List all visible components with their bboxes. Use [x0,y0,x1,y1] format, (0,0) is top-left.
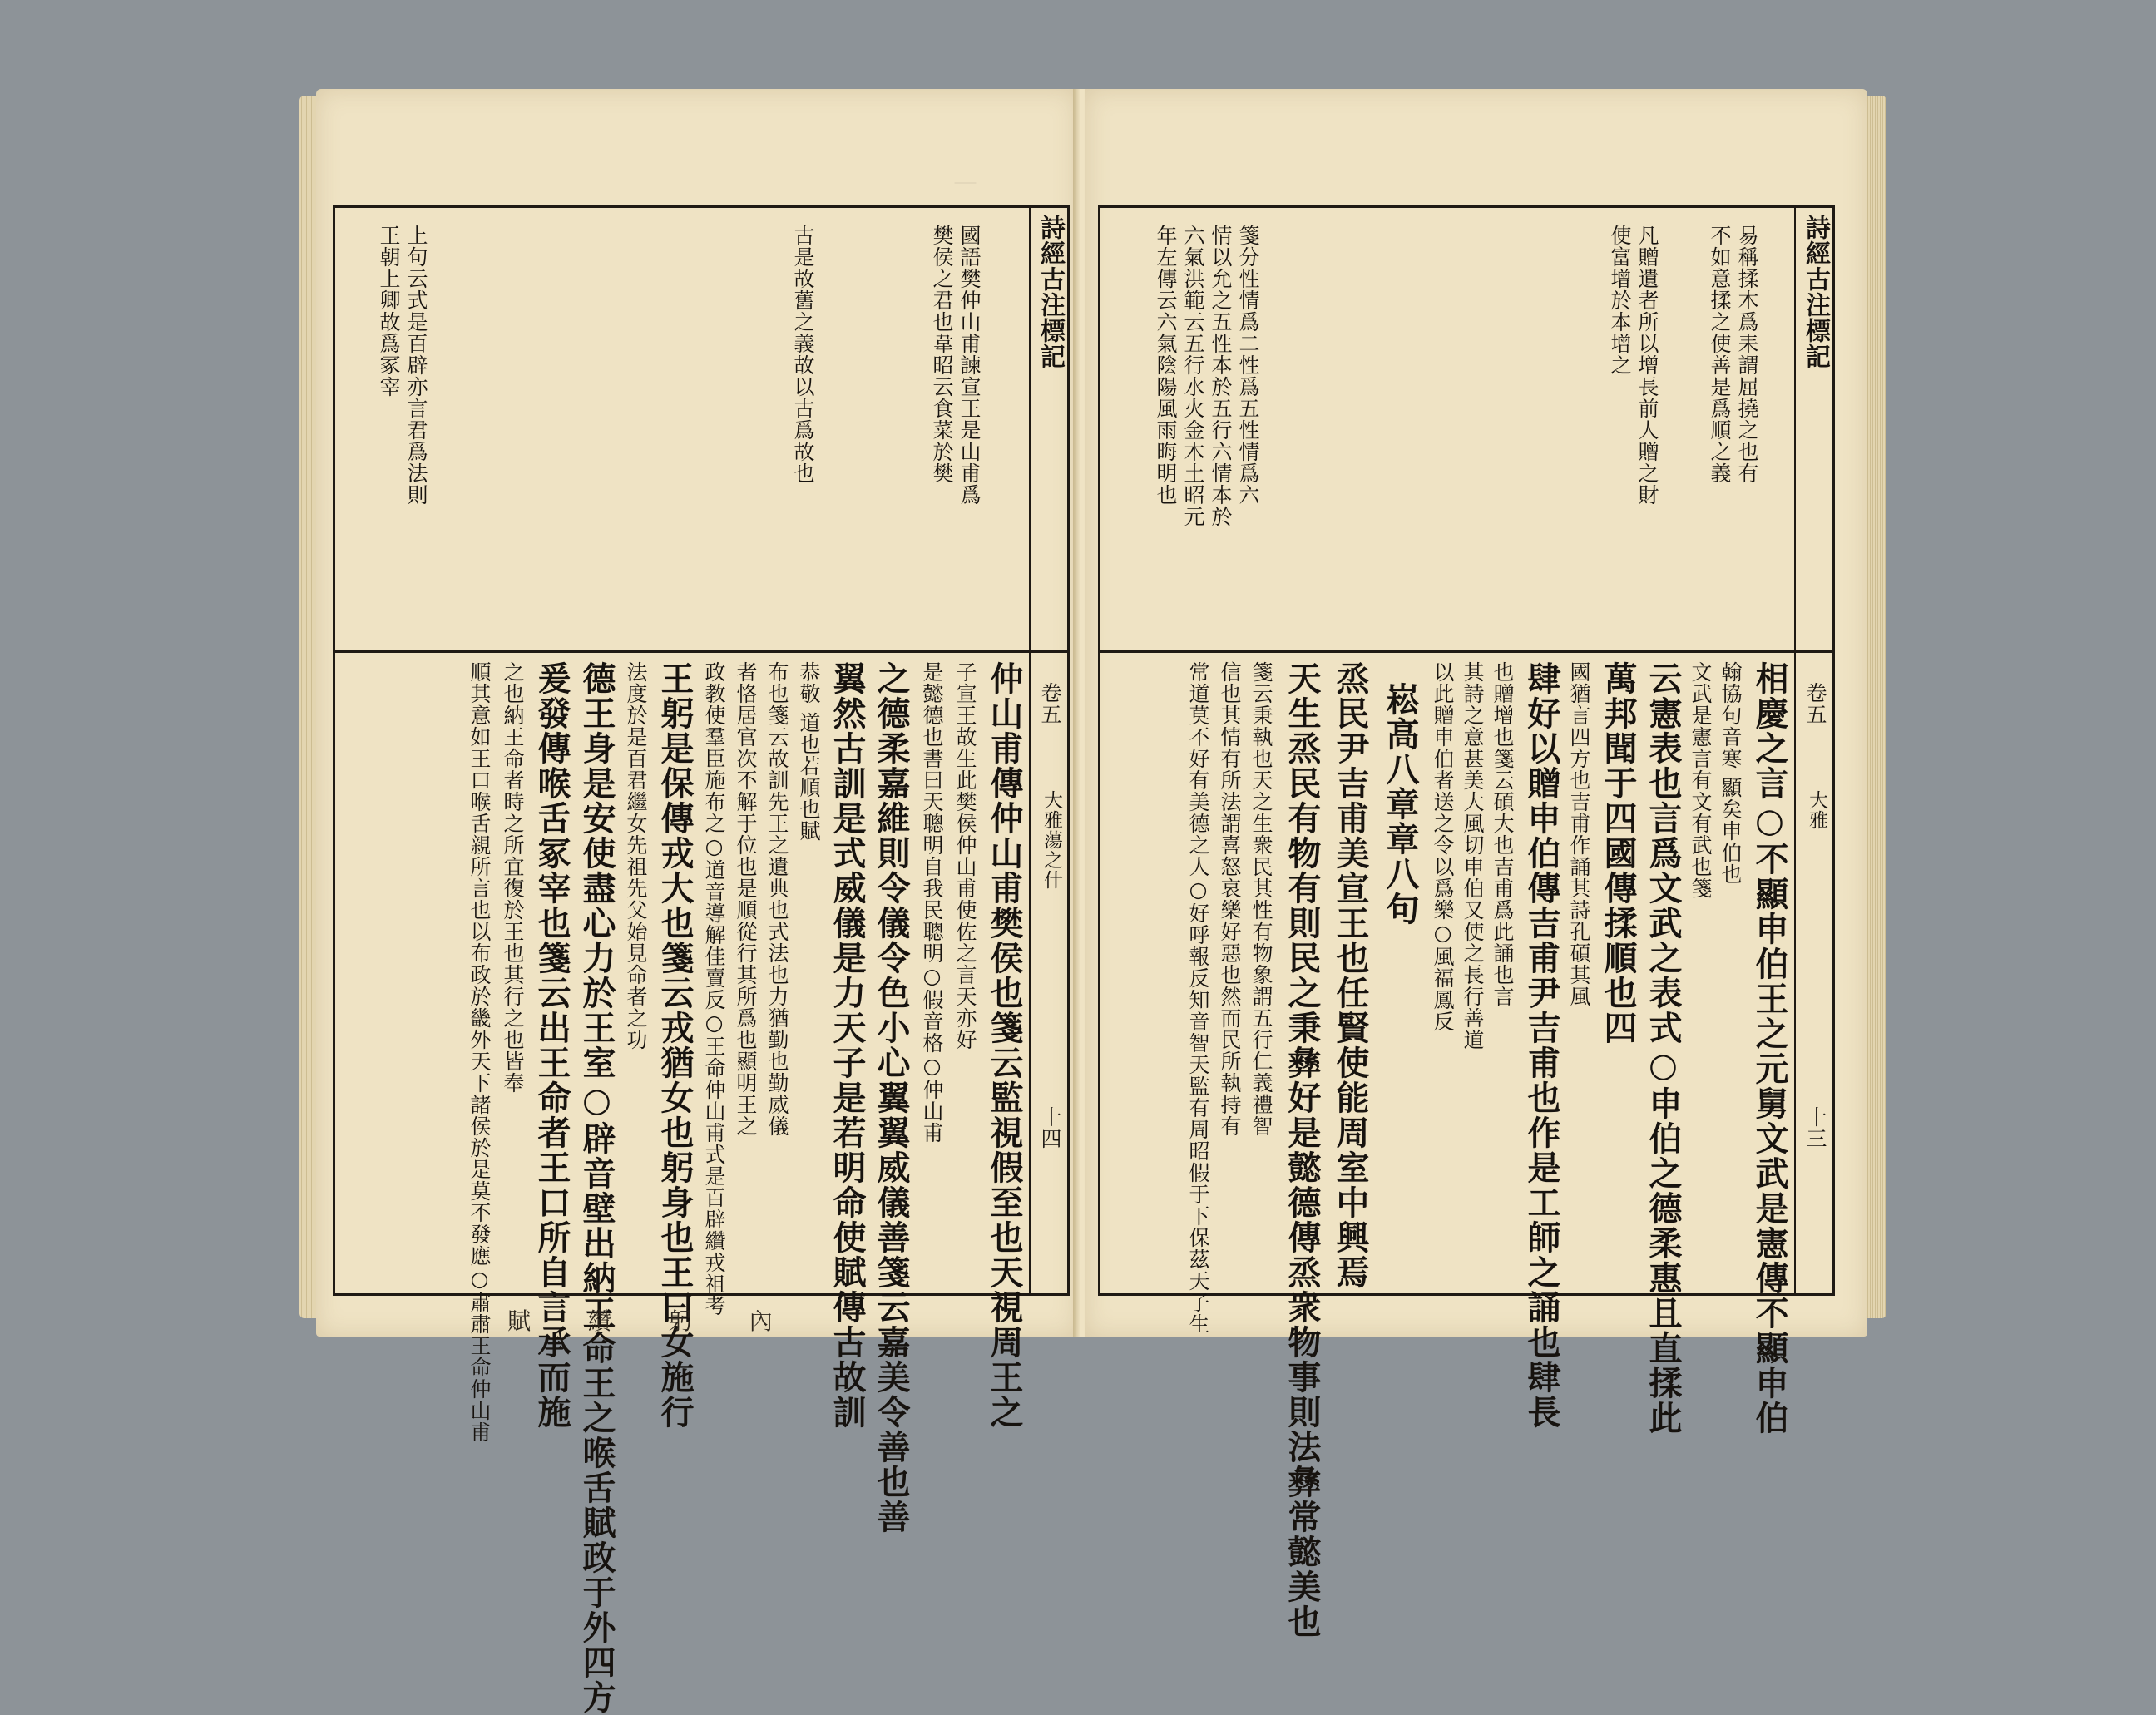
text-column: 之也納王命者時之所宜復於王也其行之也皆奉 [501,661,525,1094]
text-column: 以此贈申伯者送之令以爲樂○風福鳳反 [1431,661,1455,1032]
text-column: 德王身是安使盡心力於王室○辟音壁出納王命王之喉舌賦政于外四方 [577,661,616,1715]
top-note: 凡贈遺者所以增長前人贈之財 [1635,225,1659,506]
text-column: 信也其情有所法謂喜怒哀樂好惡也然而民所執持有 [1218,661,1242,1137]
top-note: 國語樊仲山甫諫宣王是山甫爲 [957,225,982,506]
text-column: 萬邦聞于四國傳揉順也四 [1599,661,1638,1045]
top-note: 不如意揉之使善是爲順之義 [1708,225,1732,484]
text-column: 恭敬 道也若順也賦 [797,661,821,842]
text-column: 天生烝民有物有則民之秉彝好是懿德傳烝衆物事則法彝常懿美也 [1283,661,1322,1639]
text-column: 政教使羣臣施布之○道音導解佳賣反○王命仲山甫式是百辟纘戎祖考 [702,661,726,1317]
top-note: 箋分性情爲二性爲五性情爲六 [1236,225,1260,506]
text-column: 之德柔嘉維則令儀令色小心翼翼威儀善箋云嘉美令善也善 [872,661,911,1535]
page-footer-characters: 賦 纘 躬 內 [507,1307,798,1335]
text-column: 王躬是保傳戎大也箋云戎猶女也躬身也王曰女施行 [655,661,695,1430]
text-column: 法度於是百君繼女先祖先父始見命者之功 [624,661,648,1050]
top-note: 樊侯之君也韋昭云食菜於樊 [930,225,954,484]
side-section: 大雅 [1806,790,1827,830]
text-column: 烝民尹吉甫美宣王也任賢使能周室中興焉 [1331,661,1370,1290]
side-title: 詩經古注標記 [1036,215,1065,369]
text-column: 其詩之意甚美大風切申伯又使之長行善道 [1461,661,1485,1050]
side-chapter: 卷五 [1038,682,1062,725]
text-column: 文武是憲言有文有武也箋 [1689,661,1713,899]
top-note: 年左傳云六氣陰陽風雨晦明也 [1154,225,1178,506]
right-header-divider [1100,650,1832,653]
top-note: 上句云式是百辟亦言君爲法則 [404,225,428,506]
text-column: 仲山甫傳仲山甫樊侯也箋云監視假至也天視周王之 [985,661,1024,1430]
left-page-edges [299,96,318,1318]
bleed-through-text: ｜ [951,172,976,194]
top-note: 六氣洪範云五行水火金木土昭元 [1181,225,1205,527]
text-column: 箋云秉執也天之生衆民其性有物象謂五行仁義禮智 [1249,661,1273,1137]
top-note: 情以允之五性本於五行六情本於 [1209,225,1233,527]
side-chapter: 卷五 [1803,682,1827,725]
text-column: 子宣王故生此樊侯仲山甫使佐之言天亦好 [953,661,977,1050]
top-note: 易稱揉木爲耒謂屈撓之也有 [1735,225,1759,484]
folio-number: 十三 [1803,1106,1827,1149]
text-column: 翰協句音寒 顯矣申伯也 [1718,661,1743,885]
right-page [1085,89,1867,1639]
top-note: 使富增於本增之 [1608,225,1632,376]
side-section: 大雅蕩之什 [1041,790,1062,890]
top-note: 古是故舊之義故以古爲故也 [791,225,815,484]
open-book [291,79,1888,1715]
text-column: 常道莫不好有美德之人○好呼報反知音智天監有周昭假于下保茲天子生 [1186,661,1210,1335]
text-column: 國猶言四方也吉甫作誦其詩孔碩其風 [1567,661,1591,1007]
left-header-divider [335,650,1067,653]
text-column: 是懿德也書曰天聰明自我民聰明○假音格○仲山甫 [920,661,944,1144]
top-note: 王朝上卿故爲冢宰 [377,225,401,398]
text-column: 布也箋云故訓先王之遺典也式法也力猶勤也勤威儀 [765,661,789,1137]
chapter-count: 崧高八章章八句 [1381,682,1420,927]
side-title: 詩經古注標記 [1801,215,1830,369]
text-column: 肆好以贈申伯傳吉甫尹吉甫也作是工師之誦也肆長 [1522,661,1561,1430]
text-column: 相慶之言○不顯申伯王之元舅文武是憲傳不顯申伯 [1750,661,1789,1436]
text-column: 翼然古訓是式威儀是力天子是若明命使賦傳古故訓 [828,661,867,1430]
folio-number: 十四 [1038,1106,1062,1149]
text-column: 順其意如王口喉舌親所言也以布政於畿外天下諸侯於是莫不發應○肅肅王命仲山甫 [467,661,492,1443]
left-page [316,89,1077,1715]
text-column: 爰發傳喉舌冢宰也箋云出王命者王口所自言承而施 [532,661,571,1430]
text-column: 者恪居官次不解于位也是順從行其所爲也顯明王之 [734,661,758,1137]
right-page-frame [1098,205,1835,1639]
text-column: 云憲表也言爲文武之表式○申伯之德柔惠且直揉此 [1644,661,1683,1436]
text-column: 也贈增也箋云碩大也吉甫爲此誦也言 [1491,661,1515,1007]
